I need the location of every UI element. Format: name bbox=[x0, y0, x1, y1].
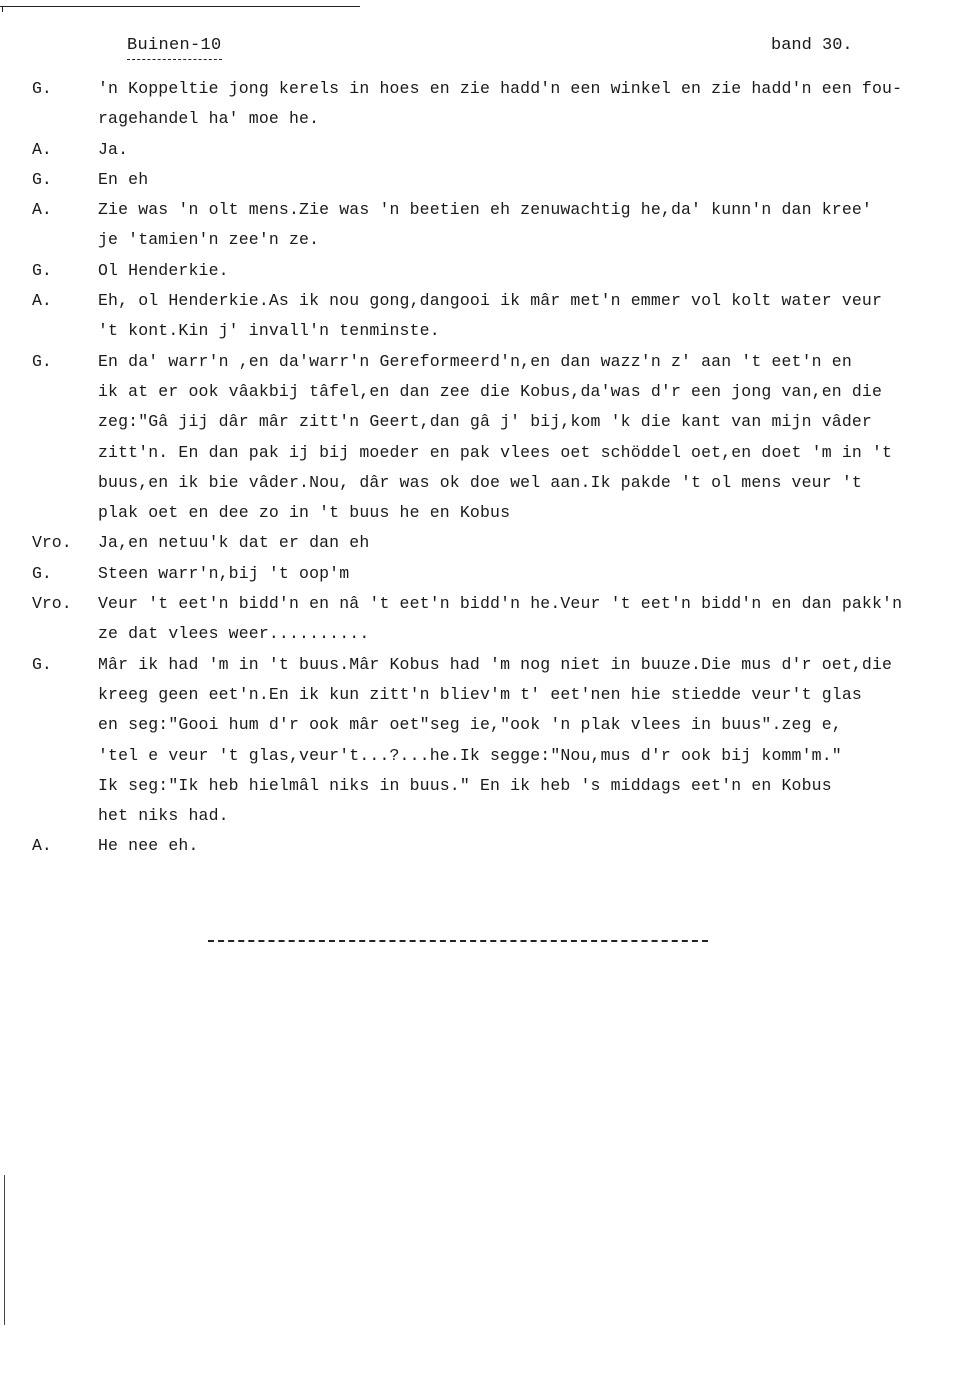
transcript-turn bbox=[0, 831, 966, 861]
transcript-turn bbox=[0, 195, 966, 256]
document-title bbox=[127, 36, 222, 55]
speaker-label: Vro. bbox=[32, 533, 72, 553]
speaker-label: G. bbox=[32, 79, 52, 98]
utterance bbox=[98, 74, 966, 135]
utterance bbox=[98, 347, 966, 529]
utterance-line: ze dat vlees weer.......... bbox=[98, 624, 370, 644]
utterance bbox=[98, 528, 966, 558]
utterance-line: Veur 't eet'n bidd'n en nâ 't eet'n bidd'n he.Veur 't eet'n bidd'n en dan pakk'n bbox=[98, 594, 903, 614]
utterance bbox=[98, 195, 966, 256]
utterance-line: het niks had. bbox=[98, 806, 229, 826]
utterance-line: Zie was 'n olt mens.Zie was 'n beetien eh zenuwachtig he,da' kunn'n dan kree' bbox=[98, 200, 872, 220]
top-edge-tick bbox=[2, 6, 3, 12]
utterance-line: He nee eh. bbox=[98, 836, 199, 856]
utterance-line: zeg:"Gâ jij dâr mâr zitt'n Geert,dan gâ j' bij,kom 'k die kant van mijn vâder bbox=[98, 412, 872, 432]
speaker-label: A. bbox=[32, 836, 52, 856]
utterance-line: Ja,en netuu'k dat er dan eh bbox=[98, 533, 370, 553]
speaker-label: A. bbox=[32, 200, 52, 220]
band-number: band 30. bbox=[771, 36, 853, 55]
utterance-line: ik at er ook vâakbij tâfel,en dan zee die Kobus,da'was d'r een jong van,en die bbox=[98, 381, 883, 401]
transcript-turn bbox=[0, 74, 966, 135]
utterance-line: Ol Henderkie. bbox=[98, 260, 229, 280]
utterance-line: buus,en ik bie vâder.Nou, dâr was ok doe wel aan.Ik pakde 't ol mens veur 't bbox=[98, 472, 862, 492]
utterance bbox=[98, 831, 966, 861]
utterance-line: 'tel e veur 't glas,veur't...?...he.Ik segge:"Nou,mus d'r ook bij komm'm." bbox=[98, 745, 842, 765]
speaker-label: A. bbox=[32, 291, 52, 311]
utterance bbox=[98, 650, 966, 832]
transcript-turn bbox=[0, 135, 966, 165]
transcript-turn bbox=[0, 528, 966, 558]
utterance bbox=[98, 256, 966, 286]
speaker-label: Vro. bbox=[32, 594, 72, 614]
utterance bbox=[98, 165, 966, 195]
utterance-line: En da' warr'n ,en da'warr'n Gereformeerd'n,en dan wazz'n z' aan 't eet'n en bbox=[98, 351, 852, 371]
utterance-line: Mâr ik had 'm in 't buus.Mâr Kobus had 'm nog niet in buuze.Die mus d'r oet,die bbox=[98, 654, 893, 674]
transcript-turn bbox=[0, 286, 966, 347]
transcript bbox=[0, 74, 966, 862]
utterance-line: Eh, ol Henderkie.As ik nou gong,dangooi ik mâr met'n emmer vol kolt water veur bbox=[98, 291, 883, 311]
utterance-line: Steen warr'n,bij 't oop'm bbox=[98, 563, 350, 583]
document-title-text: Buinen-10 bbox=[127, 36, 222, 55]
transcript-turn bbox=[0, 165, 966, 195]
transcript-turn bbox=[0, 256, 966, 286]
speaker-label: A. bbox=[32, 139, 52, 159]
utterance-line: Ja. bbox=[98, 139, 129, 159]
speaker-label: G. bbox=[32, 351, 52, 371]
utterance-line: Ik seg:"Ik heb hielmâl niks in buus." En ik heb 's middags eet'n en Kobus bbox=[98, 775, 832, 795]
speaker-label: G. bbox=[32, 260, 52, 280]
speaker-label: G. bbox=[32, 169, 52, 189]
utterance-line: zitt'n. En dan pak ij bij moeder en pak vlees oet schöddel oet,en doet 'm in 't bbox=[98, 442, 893, 462]
speaker-label: G. bbox=[32, 563, 52, 583]
utterance-line: plak oet en dee zo in 't buus he en Kobus bbox=[98, 503, 511, 523]
title-underline bbox=[127, 59, 222, 60]
utterance-line: en seg:"Gooi hum d'r ook mâr oet"seg ie,"ook 'n plak vlees in buus".zeg e, bbox=[98, 715, 842, 735]
utterance-line: 't kont.Kin j' invall'n tenminste. bbox=[98, 321, 440, 341]
transcript-turn bbox=[0, 589, 966, 650]
closing-dashed-rule bbox=[208, 940, 708, 942]
transcript-turn bbox=[0, 650, 966, 832]
utterance bbox=[98, 286, 966, 347]
utterance-line: je 'tamien'n zee'n ze. bbox=[98, 230, 320, 250]
utterance bbox=[98, 589, 966, 650]
utterance-line: 'n Koppeltie jong kerels in hoes en zie hadd'n een winkel en zie hadd'n een fou- bbox=[98, 79, 903, 98]
top-edge-line bbox=[0, 6, 360, 7]
margin-mark bbox=[4, 1175, 5, 1325]
utterance-line: En eh bbox=[98, 169, 149, 189]
utterance-line: kreeg geen eet'n.En ik kun zitt'n bliev'm t' eet'nen hie stiedde veur't glas bbox=[98, 684, 862, 704]
utterance bbox=[98, 135, 966, 165]
transcript-turn bbox=[0, 559, 966, 589]
transcript-turn bbox=[0, 347, 966, 529]
speaker-label: G. bbox=[32, 654, 52, 674]
utterance bbox=[98, 559, 966, 589]
utterance-line: ragehandel ha' moe he. bbox=[98, 109, 320, 129]
